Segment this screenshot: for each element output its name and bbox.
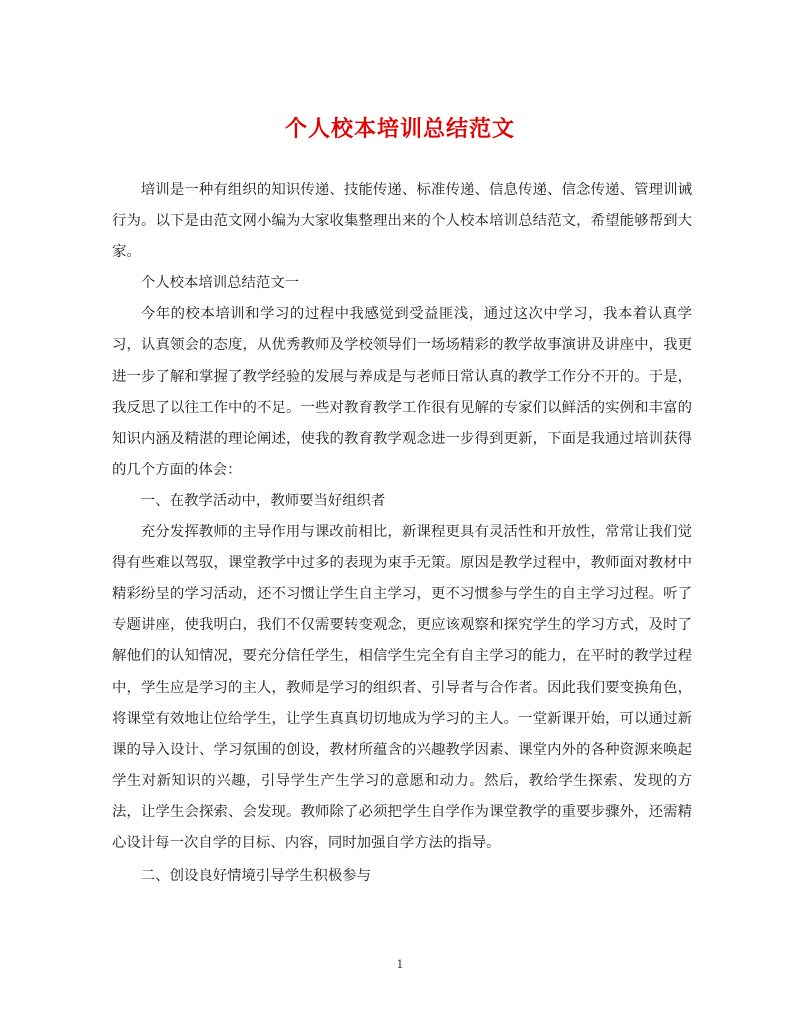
- subheading-organizer: 一、在教学活动中，教师要当好组织者: [140, 492, 386, 509]
- document-title: 个人校本培训总结范文: [284, 116, 515, 142]
- section-heading-1: 个人校本培训总结范文一: [140, 275, 300, 292]
- document-body: [112, 175, 692, 892]
- page-number: 1: [396, 958, 404, 971]
- paragraph-intro: 培训是一种有组织的知识传递、技能传递、标准传递、信息传递、信念传递、管理训诫行为。以下是由范文网小编为大家收集整理出来的个人校本培训总结范文，希望能够帮到大家。: [112, 182, 692, 261]
- paragraph-teacher-role: 充分发挥教师的主导作用与课改前相比，新课程更具有灵活性和开放性，常常让我们觉得有些难以驾驭，课堂教学中过多的表现为束手无策。原因是教学过程中，教师面对教材中精彩纷呈的学习活动，还不习惯让学生自主学习，更不习惯参与学生的自主学习过程。听了专题讲座，使我明白，我们不仅需要转变观念，更应该观察和探究学生的学习方式，及时了解他们的认知情况，要充分信任学生，相信学生完全有自主学习的能力，在平时的教学过程中，学生应是学习的主人，教师是学习的组织者、引导者与合作者。因此我们要变换角色，将课堂有效地让位给学生，让学生真真切切地成为学习的主人。一堂新课开始，可以通过新课的导入设计、学习氛围的创设，教材所蕴含的兴趣教学因素、课堂内外的各种资源来唤起学生对新知识的兴趣，引导学生产生学习的意愿和动力。然后，教给学生探索、发现的方法，让学生会探索、会发现。教师除了必须把学生自学作为课堂教学的重要步骤外，还需精心设计每一次自学的目标、内容，同时加强自学方法的指导。: [112, 524, 692, 851]
- paragraph-reflection: 今年的校本培训和学习的过程中我感觉到受益匪浅，通过这次中学习，我本着认真学习，认真领会的态度，从优秀教师及学校领导们一场场精彩的教学故事演讲及讲座中，我更进一步了解和掌握了教学经验的发展与养成是与老师日常认真的教学工作分不开的。于是，我反思了以往工作中的不足。一些对教育教学工作很有见解的专家们以鲜活的实例和丰富的知识内涵及精湛的理论阐述，使我的教育教学观念进一步得到更新，下面是我通过培训获得的几个方面的体会：: [112, 306, 692, 478]
- subheading-situation: 二、创设良好情境引导学生积极参与: [140, 868, 372, 885]
